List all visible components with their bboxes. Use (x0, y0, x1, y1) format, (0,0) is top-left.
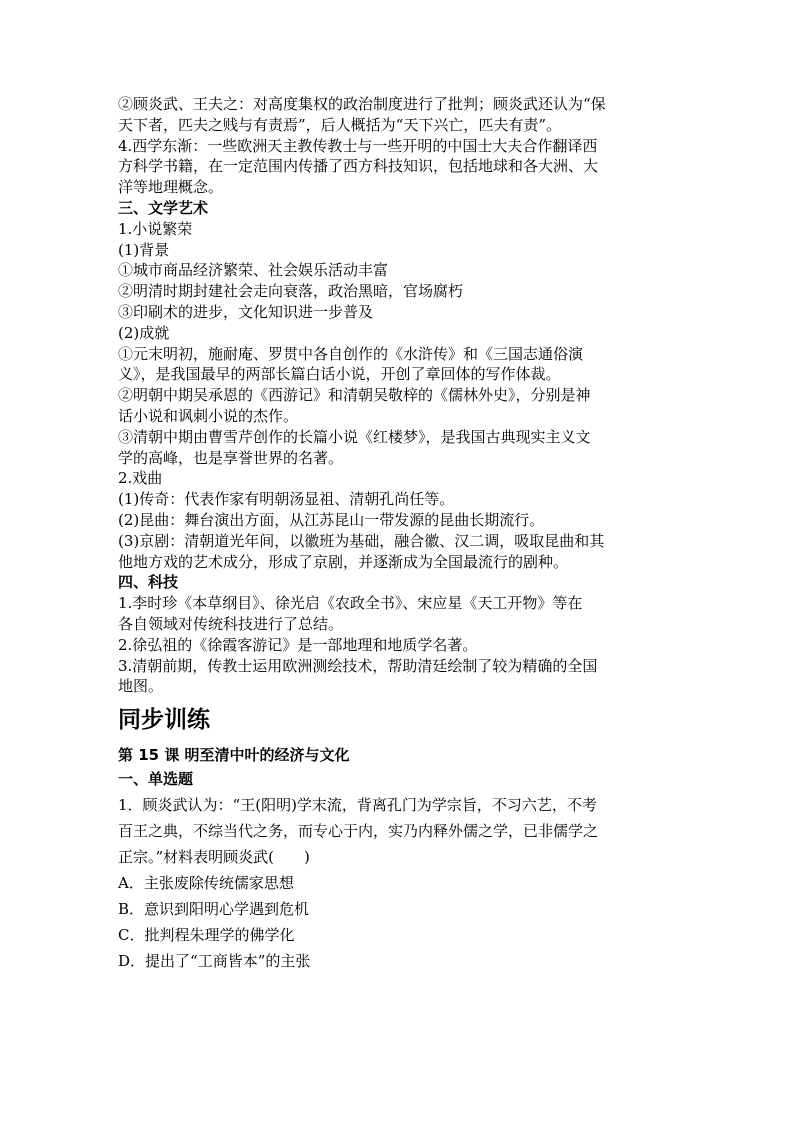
text-line: (2)成就 (118, 323, 170, 342)
text-line: 2.戏曲 (118, 469, 163, 488)
text-line: 学的高峰，也是享誉世界的名著。 (118, 448, 344, 467)
text-line: 地图。 (118, 677, 164, 696)
section-heading-science: 四、科技 (118, 573, 179, 592)
intro-paragraphs (118, 94, 686, 198)
text-line: 2.徐弘祖的《徐霞客游记》是一部地理和地质学名著。 (118, 635, 478, 654)
text-line: ③印刷术的进步，文化知识进一步普及 (118, 302, 374, 321)
question-line: 1．顾炎武认为：“王(阳明)学末流，背离孔门为学宗旨，不习六艺，不考 (118, 796, 597, 815)
question-section-heading: 一、单选题 (118, 770, 194, 789)
text-line: 方科学书籍，在一定范围内传播了西方科技知识，包括地球和各大洲、大 (118, 157, 599, 176)
text-line: (1)传奇：代表作家有明朝汤显祖、清朝孔尚任等。 (118, 490, 455, 509)
text-line: 话小说和讽刺小说的杰作。 (118, 406, 299, 425)
option-b[interactable]: B．意识到阳明心学遇到危机 (118, 900, 310, 919)
option-c[interactable]: C．批判程朱理学的佛学化 (118, 926, 295, 945)
document-page (118, 94, 686, 974)
text-line: ②明清时期封建社会走向衰落，政治黑暗，官场腐朽 (118, 282, 464, 301)
text-line: 4.西学东渐：一些欧洲天主教传教士与一些开明的中国士大夫合作翻译西 (118, 136, 598, 155)
text-line: 他地方戏的艺术成分，形成了京剧，并逐渐成为全国最流行的剧种。 (118, 552, 569, 571)
text-line: ②明朝中期吴承恩的《西游记》和清朝吴敬梓的《儒林外史》，分别是神 (118, 386, 591, 405)
question-1 (118, 792, 686, 870)
text-line: (1)背景 (118, 240, 170, 259)
question-line: 百王之典，不综当代之务，而专心于内，实乃内释外儒之学，已非儒学之 (118, 822, 599, 841)
science-section (118, 593, 686, 697)
text-line: 洋等地理概念。 (118, 178, 224, 197)
text-line: 各自领域对传统科技进行了总结。 (118, 614, 344, 633)
answer-options (118, 870, 686, 974)
text-line: ③清朝中期由曹雪芹创作的长篇小说《红楼梦》，是我国古典现实主义文 (118, 427, 591, 446)
text-line: 3.清朝前期，传教士运用欧洲测绘技术，帮助清廷绘制了较为精确的全国 (118, 656, 598, 675)
section-heading-literature: 三、文学艺术 (118, 198, 209, 217)
lesson-title: 第 15 课 明至清中叶的经济与文化 (118, 746, 350, 765)
training-title: 同步训练 (118, 707, 210, 734)
option-a[interactable]: A．主张废除传统儒家思想 (118, 874, 294, 893)
text-line: (3)京剧：清朝道光年间，以徽班为基础，融合徽、汉二调，吸取昆曲和其 (118, 531, 605, 550)
text-line: 义》，是我国最早的两部长篇白话小说，开创了章回体的写作体裁。 (118, 365, 561, 384)
text-line: 1.李时珍《本草纲目》、徐光启《农政全书》、宋应星《天工开物》等在 (118, 594, 583, 613)
text-line: ①城市商品经济繁荣、社会娱乐活动丰富 (118, 261, 389, 280)
literature-section (118, 219, 686, 573)
text-line: 1.小说繁荣 (118, 219, 193, 238)
question-line: 正宗。”材料表明顾炎武( ) (118, 848, 310, 867)
text-line: ②顾炎武、王夫之：对高度集权的政治制度进行了批判；顾炎武还认为“保 (118, 95, 606, 113)
option-d[interactable]: D．提出了“工商皆本”的主张 (118, 952, 311, 971)
text-line: ①元末明初，施耐庵、罗贯中各自创作的《水浒传》和《三国志通俗演 (118, 344, 584, 363)
text-line: 天下者，匹夫之贱与有责焉”，后人概括为“天下兴亡，匹夫有责”。 (118, 115, 562, 134)
text-line: (2)昆曲：舞台演出方面，从江苏昆山一带发源的昆曲长期流行。 (118, 510, 545, 529)
